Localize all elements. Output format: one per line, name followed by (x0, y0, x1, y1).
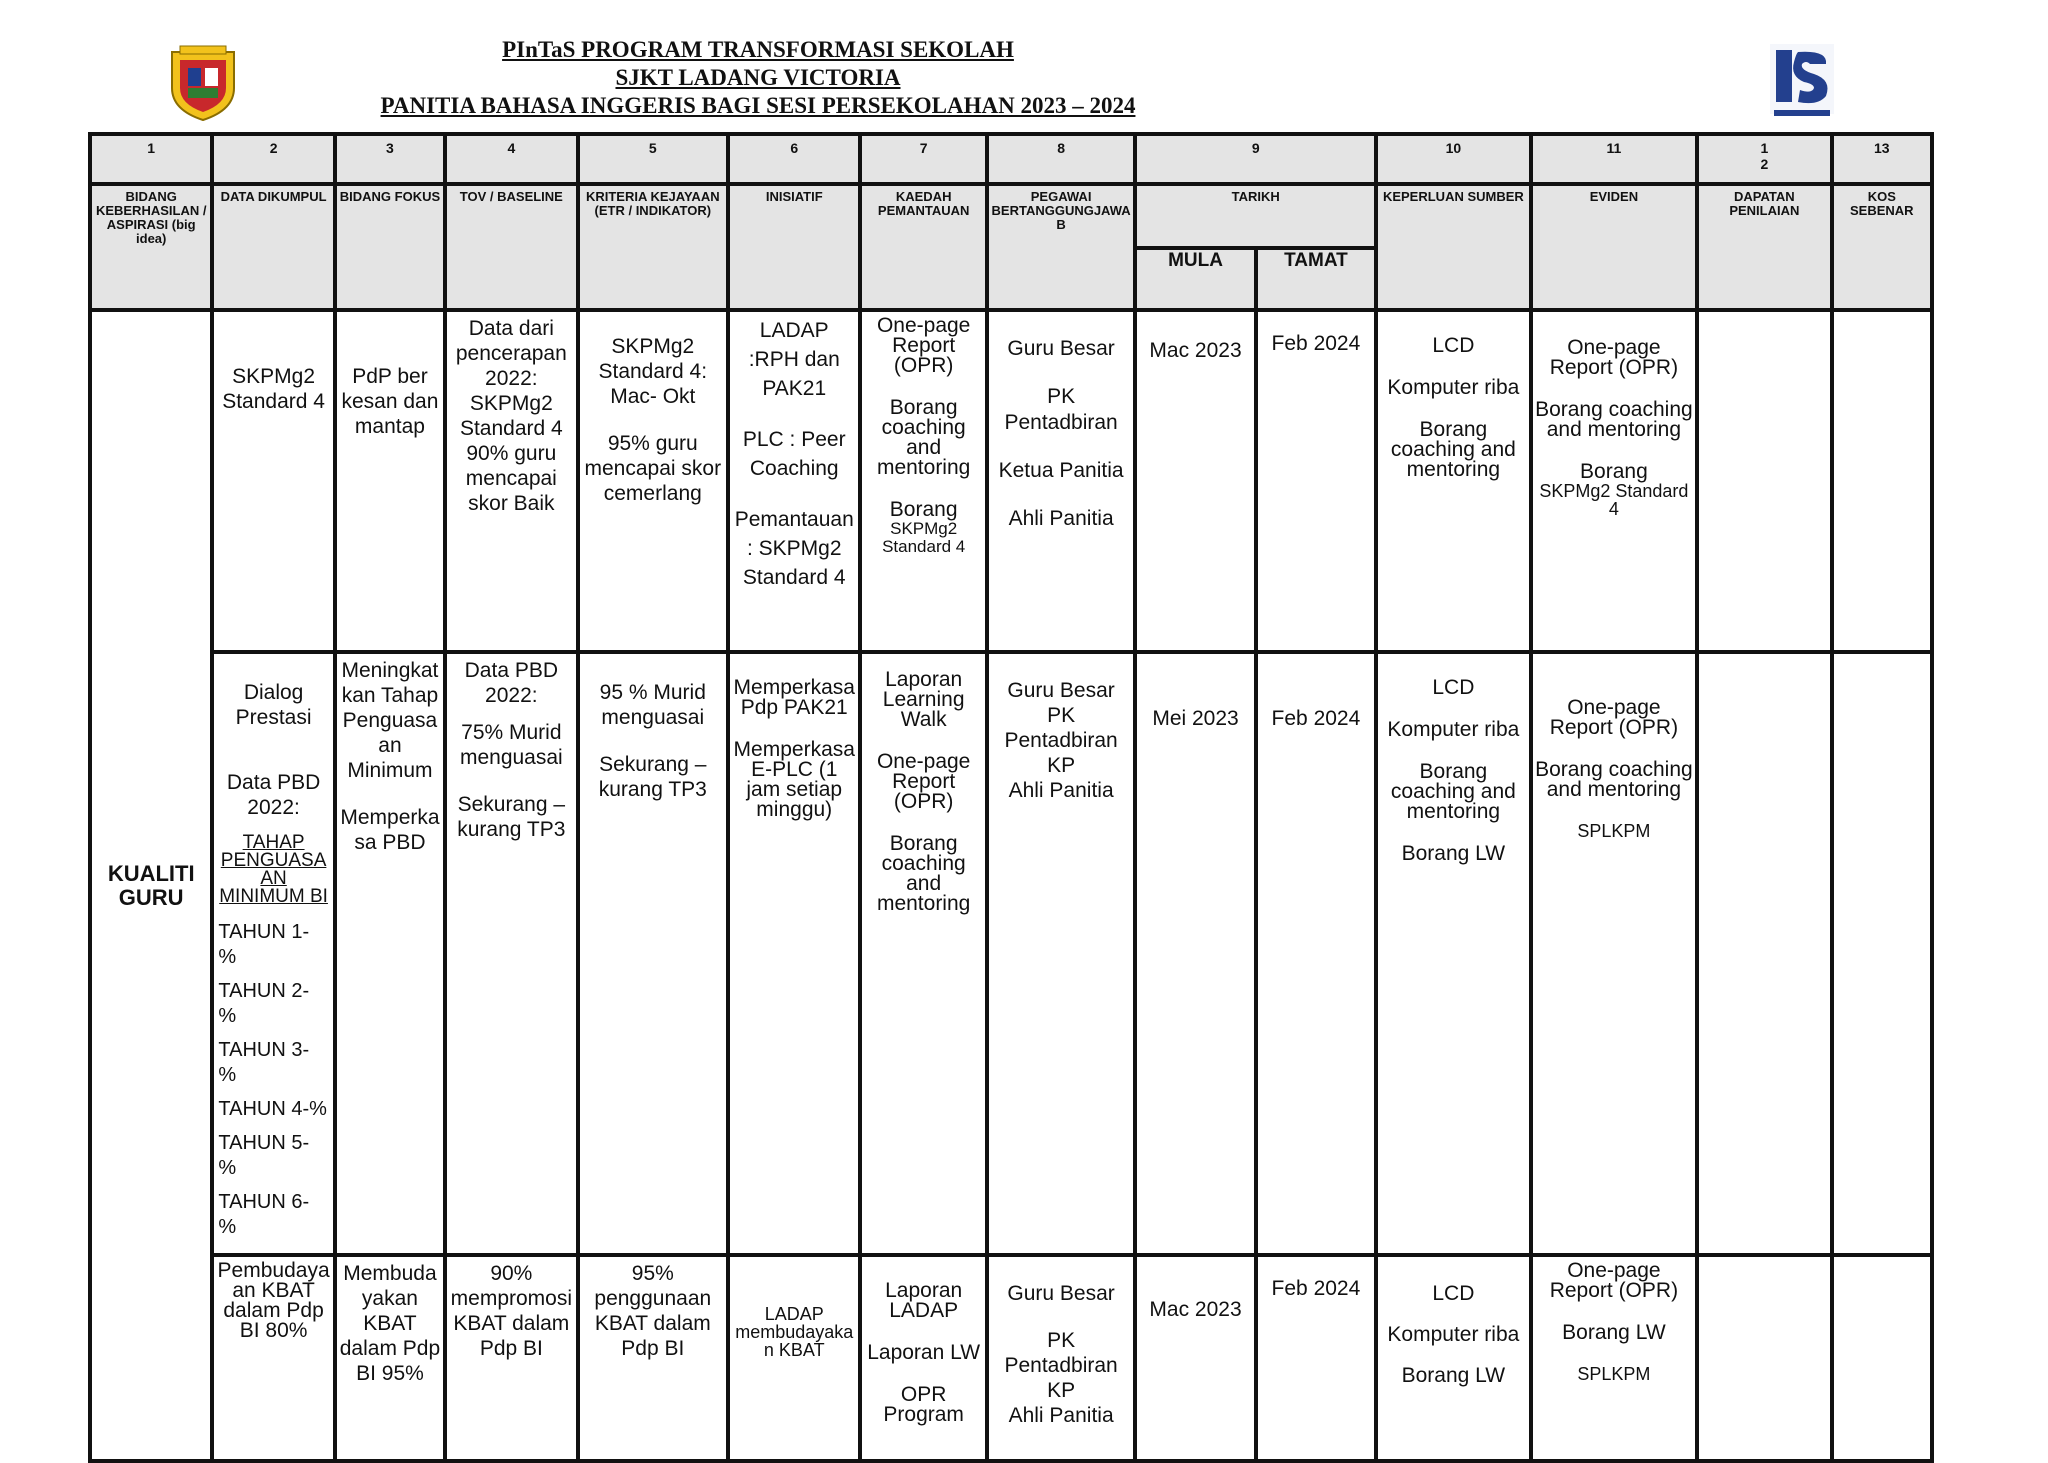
cell-kriteria: SKPMg2 Standard 4: Mac- Okt 95% guru mencapai skor cemerlang (578, 310, 728, 652)
header-data: DATA DIKUMPUL (212, 184, 334, 310)
header-mula: MULA (1135, 248, 1255, 310)
cell-inisiatif: LADAP :RPH dan PAK21 PLC : Peer Coaching Pemantauan : SKPMg2 Standard 4 (728, 310, 860, 652)
col-number: 11 (1531, 134, 1698, 184)
cell-sumber: LCD Komputer riba Borang coaching and mentoring Borang LW (1376, 652, 1531, 1255)
cell-eviden: One-page Report (OPR) Borang coaching and mentoring SPLKPM (1531, 652, 1698, 1255)
col-number: 2 (212, 134, 334, 184)
tahun-list (216, 920, 330, 1240)
header-inisiatif: INISIATIF (728, 184, 860, 310)
column-number-row (90, 134, 1932, 184)
col-number: 3 (335, 134, 445, 184)
tahun-item: TAHUN 1- % (218, 921, 310, 968)
cell-kos (1832, 1255, 1932, 1461)
header-pegawai: PEGAWAI BERTANGGUNGJAWAB (987, 184, 1135, 310)
col-number: 6 (728, 134, 860, 184)
col-number: 8 (987, 134, 1135, 184)
header-kaedah: KAEDAH PEMANTAUAN (860, 184, 986, 310)
cell-inisiatif: Memperkasa Pdp PAK21 Memperkasa E-PLC (1 jam setiap minggu) (728, 652, 860, 1255)
col-number: 4 (445, 134, 577, 184)
header-tamat: TAMAT (1256, 248, 1376, 310)
cell-kaedah: Laporan Learning Walk One-page Report (OPR) Borang coaching and mentoring (860, 652, 986, 1255)
col-number: 7 (860, 134, 986, 184)
col-number: 1 2 (1697, 134, 1831, 184)
cell-tamat: Feb 2024 (1256, 310, 1376, 652)
table-row (90, 1255, 1932, 1461)
cell-inisiatif: LADAP membudayakan KBAT (728, 1255, 860, 1461)
cell-dapatan (1697, 310, 1831, 652)
cell-pegawai: Guru Besar PK Pentadbiran Ketua Panitia Ahli Panitia (987, 310, 1135, 652)
cell-dapatan (1697, 652, 1831, 1255)
cell-mula: Mac 2023 (1135, 310, 1255, 652)
school-crest-logo (166, 44, 240, 122)
cell-pegawai: Guru Besar PK Pentadbiran KP Ahli Panitia (987, 1255, 1135, 1461)
cell-kos (1832, 652, 1932, 1255)
plan-table (88, 132, 1934, 1463)
col-number: 5 (578, 134, 728, 184)
cell-eviden: One-page Report (OPR) Borang LW SPLKPM (1531, 1255, 1698, 1461)
col-number: 1 (90, 134, 212, 184)
cell-kaedah: Laporan LADAP Laporan LW OPR Program (860, 1255, 986, 1461)
header-dapatan: DAPATAN PENILAIAN (1697, 184, 1831, 310)
tahun-item: TAHUN 4-% (218, 1098, 327, 1120)
tahun-item: TAHUN 3- % (218, 1039, 310, 1086)
cell-fokus: Membudayakan KBAT dalam Pdp BI 95% (335, 1255, 445, 1461)
bidang-kualiti-guru: KUALITI GURU (90, 310, 212, 1461)
cell-tamat: Feb 2024 (1256, 1255, 1376, 1461)
cell-tamat: Feb 2024 (1256, 652, 1376, 1255)
transformation-logo (1766, 40, 1838, 124)
title-line-1: PInTaS PROGRAM TRANSFORMASI SEKOLAH (502, 37, 1014, 62)
header-tov: TOV / BASELINE (445, 184, 577, 310)
tahun-item: TAHUN 2- % (218, 980, 310, 1027)
cell-mula: Mei 2023 (1135, 652, 1255, 1255)
table-row (90, 652, 1932, 1255)
header-kriteria: KRITERIA KEJAYAAN (ETR / INDIKATOR) (578, 184, 728, 310)
cell-tov: Data dari pencerapan 2022: SKPMg2 Standard 4 90% guru mencapai skor Baik (445, 310, 577, 652)
title-line-2: SJKT LADANG VICTORIA (615, 65, 901, 90)
col-number: 9 (1135, 134, 1376, 184)
cell-kaedah: One-page Report (OPR) Borang coaching and mentoring Borang SKPMg2 Standard 4 (860, 310, 986, 652)
cell-data: Dialog Prestasi Data PBD 2022: TAHAP PENGUASAAN MINIMUM BI TAHUN 1- % TAHUN 2- % TAHUN 3- % TAHUN 4-% TAHUN 5- % TAHUN 6- % (212, 652, 334, 1255)
header-eviden: EVIDEN (1531, 184, 1698, 310)
title-line-3: PANITIA BAHASA INGGERIS BAGI SESI PERSEKOLAHAN 2023 – 2024 (380, 93, 1136, 118)
cell-mula: Mac 2023 (1135, 1255, 1255, 1461)
cell-sumber: LCD Komputer riba Borang coaching and mentoring (1376, 310, 1531, 652)
col-number: 13 (1832, 134, 1932, 184)
table-row (90, 310, 1932, 652)
cell-sumber: LCD Komputer riba Borang LW (1376, 1255, 1531, 1461)
header-bidang: BIDANG KEBERHASILAN / ASPIRASI (big idea) (90, 184, 212, 310)
header-sumber: KEPERLUAN SUMBER (1376, 184, 1531, 310)
column-header-row (90, 184, 1932, 248)
cell-kriteria: 95 % Murid menguasai Sekurang – kurang TP3 (578, 652, 728, 1255)
tahun-item: TAHUN 6- % (218, 1191, 310, 1238)
tahun-item: TAHUN 5- % (218, 1132, 310, 1179)
cell-pegawai: Guru Besar PK Pentadbiran KP Ahli Panitia (987, 652, 1135, 1255)
header-kos: KOS SEBENAR (1832, 184, 1932, 310)
cell-data: Pembudayaan KBAT dalam Pdp BI 80% (212, 1255, 334, 1461)
cell-eviden: One-page Report (OPR) Borang coaching and mentoring Borang SKPMg2 Standard 4 (1531, 310, 1698, 652)
header-fokus: BIDANG FOKUS (335, 184, 445, 310)
cell-kriteria: 95% penggunaan KBAT dalam Pdp BI (578, 1255, 728, 1461)
cell-tov: Data PBD 2022: 75% Murid menguasai Sekurang – kurang TP3 (445, 652, 577, 1255)
col-number: 10 (1376, 134, 1531, 184)
cell-dapatan (1697, 1255, 1831, 1461)
header-tarikh: TARIKH (1135, 184, 1376, 248)
cell-kos (1832, 310, 1932, 652)
cell-fokus: Meningkatkan Tahap Penguasaan Minimum Memperkasa PBD (335, 652, 445, 1255)
cell-fokus: PdP ber kesan dan mantap (335, 310, 445, 652)
cell-data: SKPMg2 Standard 4 (212, 310, 334, 652)
cell-tov: 90% mempromosi KBAT dalam Pdp BI (445, 1255, 577, 1461)
